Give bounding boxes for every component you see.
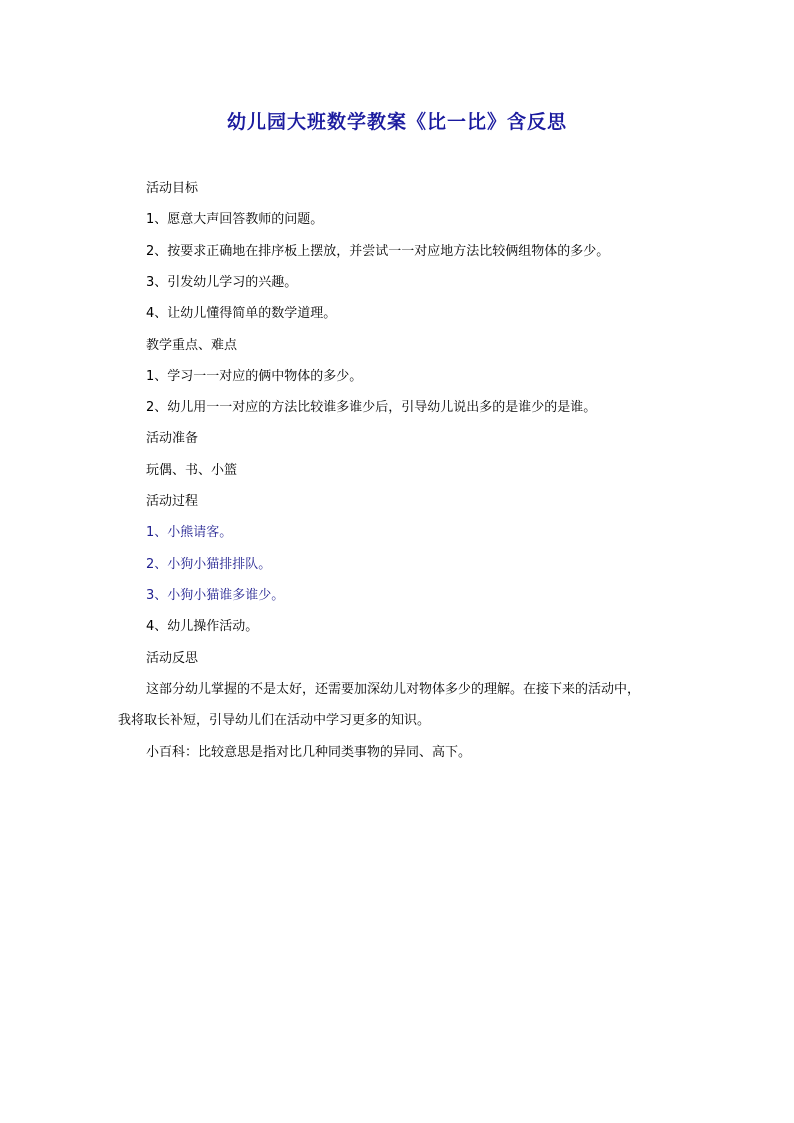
process-item-1: 1、小熊请客。 bbox=[146, 525, 233, 540]
document-title: 幼儿园大班数学教案《比一比》含反思 bbox=[226, 111, 567, 133]
goal-item-3: 3、引发幼儿学习的兴趣。 bbox=[146, 275, 298, 290]
section-heading-reflection: 活动反思 bbox=[146, 651, 199, 666]
key-point-item-2: 2、幼儿用一一对应的方法比较谁多谁少后，引导幼儿说出多的是谁少的是谁。 bbox=[146, 400, 597, 415]
goal-item-2: 2、按要求正确地在排序板上摆放，并尝试一一对应地方法比较俩组物体的多少。 bbox=[146, 244, 610, 259]
key-point-item-1: 1、学习一一对应的俩中物体的多少。 bbox=[146, 369, 363, 384]
process-item-2: 2、小狗小猫排排队。 bbox=[146, 557, 272, 572]
section-heading-goals: 活动目标 bbox=[146, 181, 199, 196]
encyclopedia-note: 小百科：比较意思是指对比几种同类事物的异同、高下。 bbox=[146, 745, 472, 760]
section-heading-key-points: 教学重点、难点 bbox=[146, 338, 238, 353]
section-heading-process: 活动过程 bbox=[146, 494, 199, 509]
goal-item-4: 4、让幼儿懂得简单的数学道理。 bbox=[146, 306, 337, 321]
process-item-4: 4、幼儿操作活动。 bbox=[146, 619, 259, 634]
goal-item-1: 1、愿意大声回答教师的问题。 bbox=[146, 212, 324, 227]
reflection-paragraph-line-2: 我将取长补短，引导幼儿们在活动中学习更多的知识。 bbox=[118, 713, 431, 728]
preparation-text: 玩偶、书、小篮 bbox=[146, 463, 238, 478]
process-item-3: 3、小狗小猫谁多谁少。 bbox=[146, 588, 285, 603]
reflection-paragraph-line-1: 这部分幼儿掌握的不是太好，还需要加深幼儿对物体多少的理解。在接下来的活动中， bbox=[146, 682, 641, 697]
section-heading-preparation: 活动准备 bbox=[146, 431, 199, 446]
